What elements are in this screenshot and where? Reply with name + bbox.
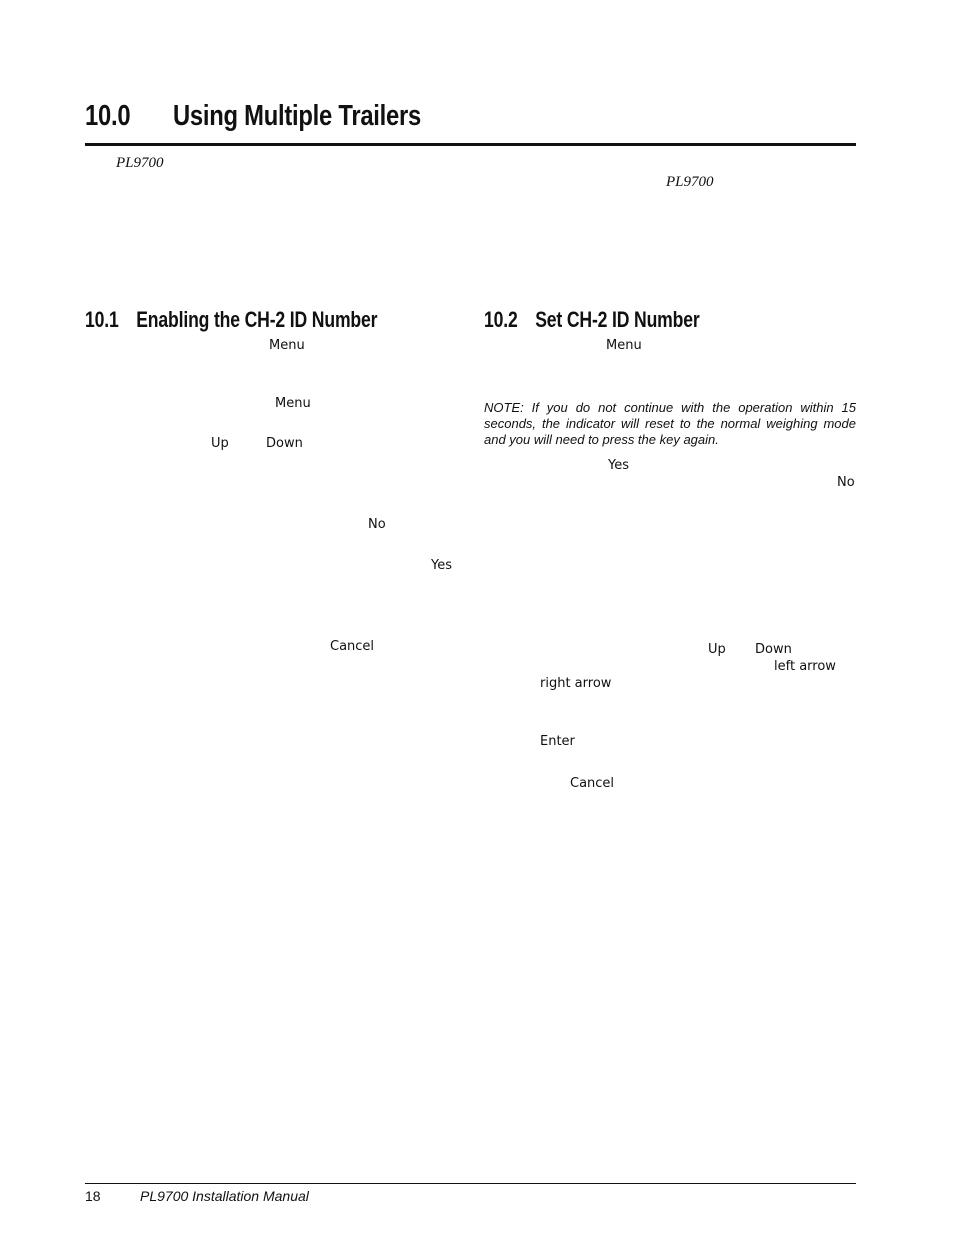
key-label-yes: Yes	[608, 458, 629, 473]
section-heading-10-2	[484, 307, 700, 333]
key-label-cancel: Cancel	[330, 639, 375, 654]
key-label-no: No	[837, 475, 855, 490]
intro-product-ref: PL9700	[116, 155, 164, 171]
section-number: 10.1	[85, 307, 119, 332]
chapter-number: 10.0	[85, 100, 131, 132]
key-label-down: Down	[266, 436, 303, 451]
section-number: 10.2	[484, 307, 518, 332]
footer-rule	[85, 1183, 856, 1184]
key-label-down: Down	[755, 642, 792, 657]
section-heading-10-1	[85, 307, 377, 333]
chapter-heading	[85, 100, 421, 133]
key-label-right-arrow: right arrow	[540, 676, 612, 691]
chapter-title: Using Multiple Trailers	[172, 100, 421, 132]
key-label-menu: Menu	[606, 338, 642, 353]
manual-title: PL9700 Installation Manual	[140, 1188, 309, 1204]
section-title: Enabling the CH-2 ID Number	[136, 307, 378, 332]
note-paragraph: NOTE: If you do not continue with the operation within 15 seconds, the indicator will reset to the normal weighing mode and you will need to press the key again.	[484, 400, 856, 447]
page-number: 18	[85, 1188, 101, 1204]
chapter-rule	[85, 143, 856, 146]
intro-product-ref: PL9700	[666, 174, 714, 190]
key-label-yes: Yes	[431, 558, 452, 573]
key-label-menu: Menu	[275, 396, 311, 411]
key-label-enter: Enter	[540, 734, 575, 749]
key-label-left-arrow: left arrow	[774, 659, 836, 674]
key-label-up: Up	[211, 436, 229, 451]
key-label-menu: Menu	[269, 338, 305, 353]
section-title: Set CH-2 ID Number	[535, 307, 700, 332]
key-label-cancel: Cancel	[570, 776, 615, 791]
key-label-no: No	[368, 517, 386, 532]
key-label-up: Up	[708, 642, 726, 657]
